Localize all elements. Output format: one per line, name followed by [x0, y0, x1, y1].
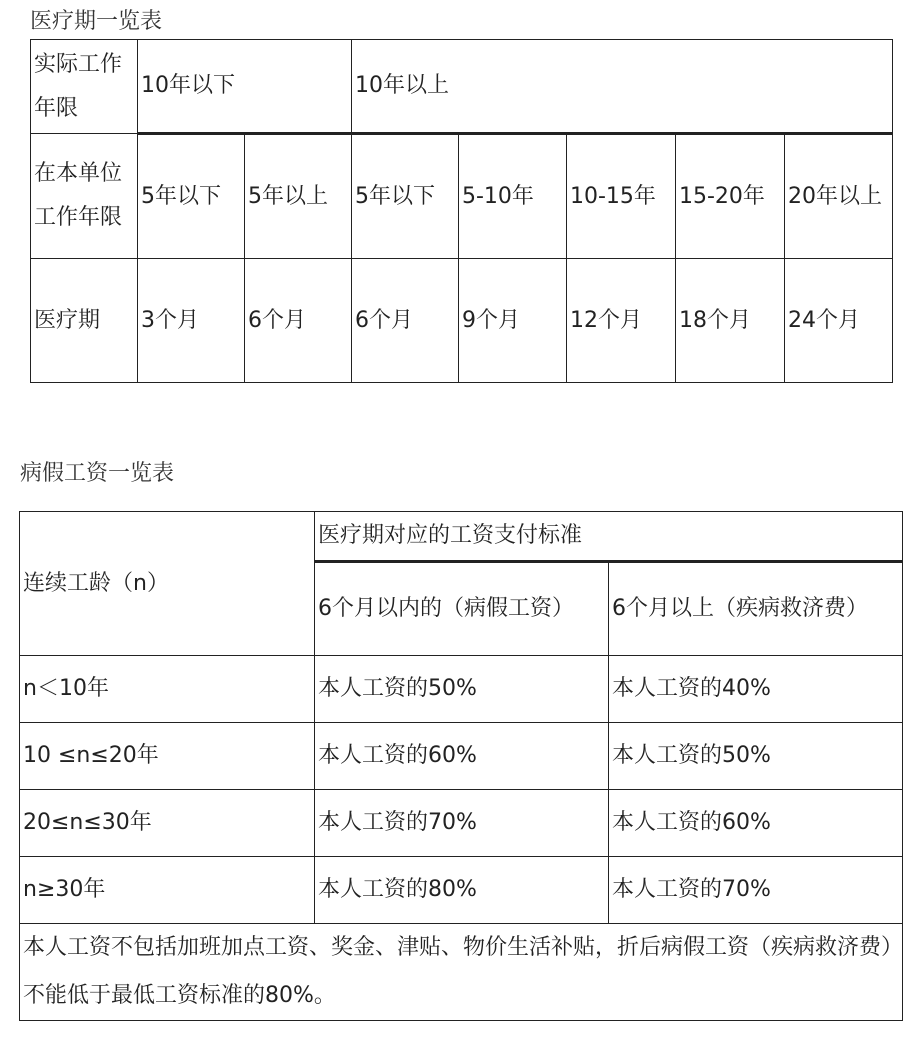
unit-years-cell: 5年以下 — [138, 134, 245, 259]
within-6-cell: 本人工资的60% — [315, 723, 609, 790]
unit-years-cell: 5年以上 — [245, 134, 352, 259]
header-seniority: 连续工龄（n） — [20, 512, 315, 656]
seniority-cell: 10 ≤n≤20年 — [20, 723, 315, 790]
unit-years-cell: 5年以下 — [352, 134, 459, 259]
medical-period-cell: 24个月 — [785, 259, 893, 383]
seniority-cell: n＜10年 — [20, 656, 315, 723]
table2-caption: 病假工资一览表 — [20, 461, 175, 486]
unit-years-cell: 15-20年 — [676, 134, 785, 259]
over-6-cell: 本人工资的50% — [609, 723, 903, 790]
medical-period-cell: 12个月 — [567, 259, 676, 383]
footnote: 本人工资不包括加班加点工资、奖金、津贴、物价生活补贴，折后病假工资（疾病救济费）不能低于最低工资标准的80%。 — [20, 924, 903, 1021]
over-6-cell: 本人工资的70% — [609, 857, 903, 924]
unit-years-cell: 5-10年 — [459, 134, 567, 259]
group-over-10-years: 10年以上 — [352, 40, 893, 134]
within-6-cell: 本人工资的70% — [315, 790, 609, 857]
header-unit-years: 在本单位工作年限 — [31, 134, 138, 259]
sick-pay-table — [19, 511, 903, 1021]
medical-period-table — [30, 39, 893, 383]
medical-period-cell: 6个月 — [245, 259, 352, 383]
medical-period-cell: 18个月 — [676, 259, 785, 383]
seniority-cell: 20≤n≤30年 — [20, 790, 315, 857]
header-actual-years: 实际工作年限 — [31, 40, 138, 134]
medical-period-cell: 3个月 — [138, 259, 245, 383]
group-under-10-years: 10年以下 — [138, 40, 352, 134]
unit-years-cell: 10-15年 — [567, 134, 676, 259]
within-6-cell: 本人工资的80% — [315, 857, 609, 924]
over-6-cell: 本人工资的60% — [609, 790, 903, 857]
over-6-cell: 本人工资的40% — [609, 656, 903, 723]
seniority-cell: n≥30年 — [20, 857, 315, 924]
table1-caption: 医疗期一览表 — [30, 9, 163, 34]
medical-period-cell: 9个月 — [459, 259, 567, 383]
unit-years-cell: 20年以上 — [785, 134, 893, 259]
medical-period-cell: 6个月 — [352, 259, 459, 383]
header-medical-period: 医疗期 — [31, 259, 138, 383]
within-6-cell: 本人工资的50% — [315, 656, 609, 723]
header-within-6-months: 6个月以内的（病假工资） — [315, 562, 609, 656]
header-pay-standard: 医疗期对应的工资支付标准 — [315, 512, 903, 562]
header-over-6-months: 6个月以上（疾病救济费） — [609, 562, 903, 656]
